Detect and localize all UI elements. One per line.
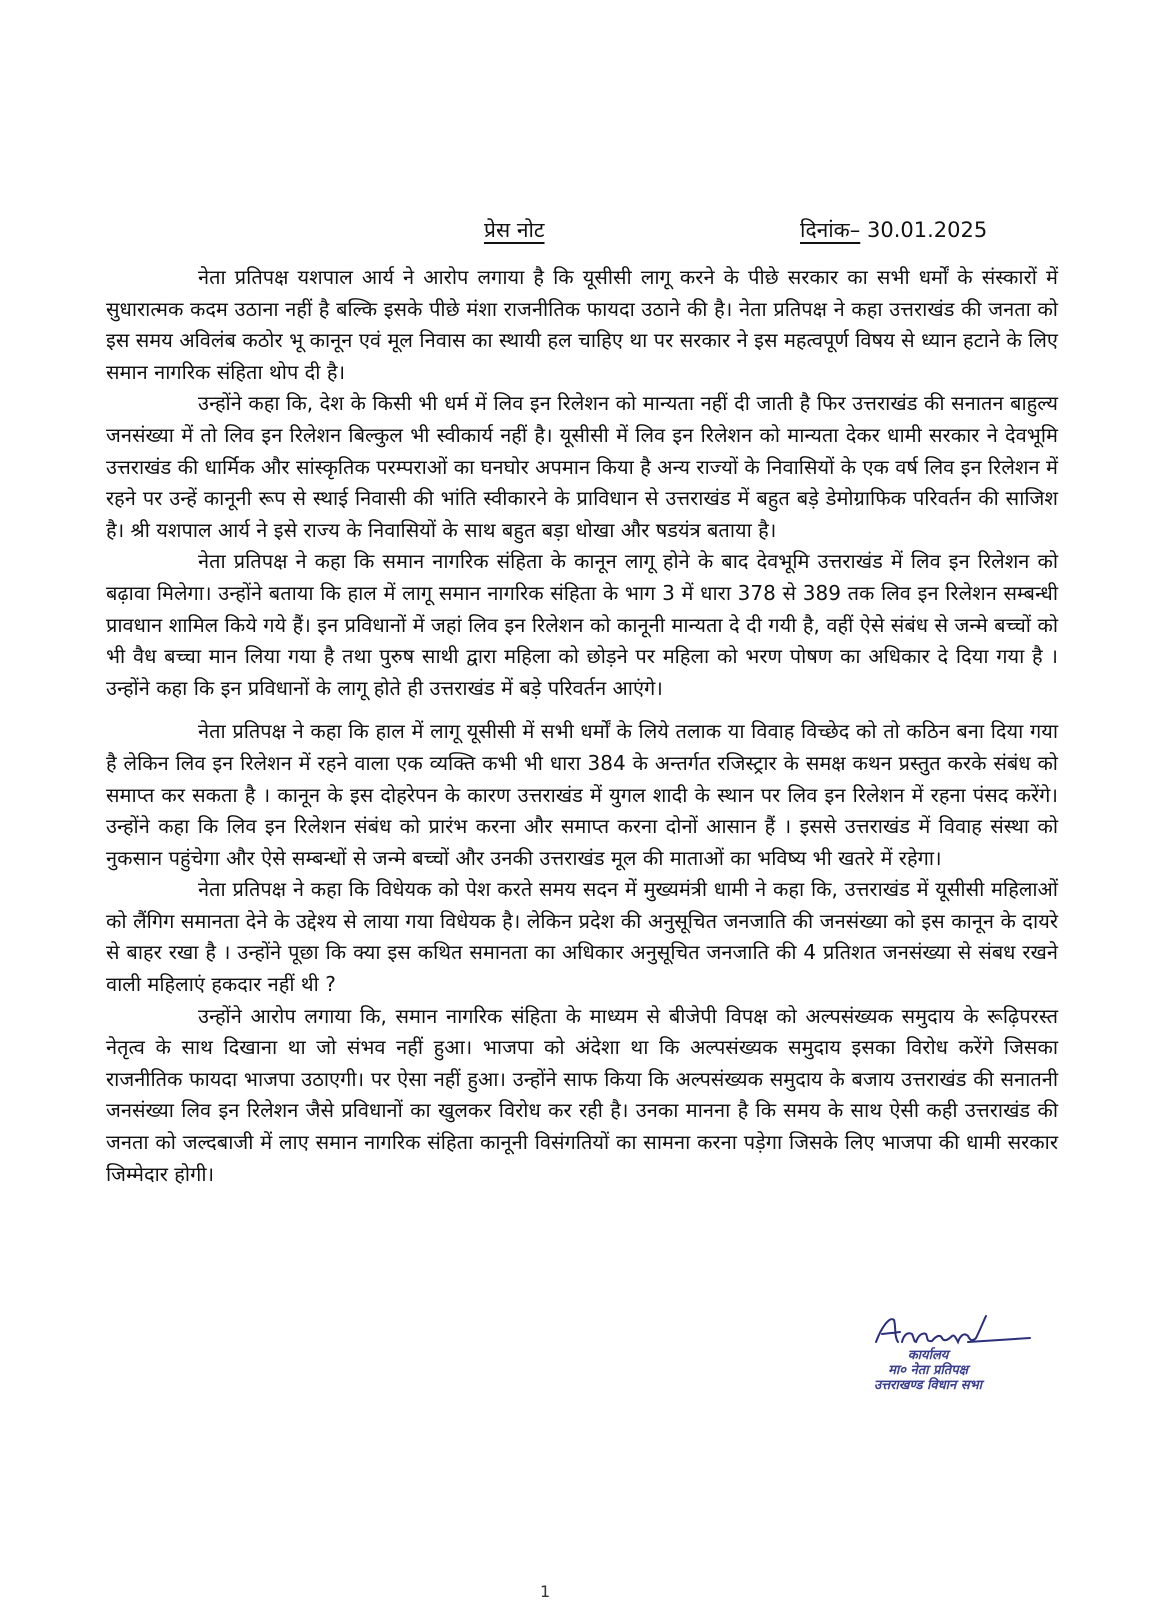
office-stamp [808, 1348, 1048, 1393]
page-number: 1 [540, 1582, 551, 1601]
paragraph-5: नेता प्रतिपक्ष ने कहा कि विधेयक को पेश करते समय सदन में मुख्यमंत्री धामी ने कहा कि, उत्तराखंड में यूसीसी महिलाओं को लैंगिग समानता देने के उद्देश्य से लाया गया विधेयक है। लेकिन प्रदेश की अनुसूचित जनजाति की जनसंख्या को इस कानून के दायरे से बाहर रखा है । उन्होंने पूछा कि क्या इस कथित समानता का अधिकार अनुसूचित जनजाति की 4 प्रतिशत जनसंख्या से संबध रखने वाली महिलाएं हकदार नहीं थी ? [106, 877, 1058, 997]
stamp-line-3: उत्तराखण्ड विधान सभा [873, 1378, 983, 1393]
signature-block [808, 1312, 1048, 1392]
document-body [106, 262, 1058, 1190]
stamp-line-2: मा० नेता प्रतिपक्ष [888, 1363, 968, 1378]
document-date [800, 216, 987, 244]
stamp-line-1: कार्यालय [907, 1348, 949, 1363]
paragraph-1: नेता प्रतिपक्ष यशपाल आर्य ने आरोप लगाया है कि यूसीसी लागू करने के पीछे सरकार का सभी धर्मों के संस्कारों में सुधारात्मक कदम उठाना नहीं है बल्कि इसके पीछे मंशा राजनीतिक फायदा उठाने की है। नेता प्रतिपक्ष ने कहा उत्तराखंड की जनता को इस समय अविलंब कठोर भू कानून एवं मूल निवास का स्थायी हल चाहिए था पर सरकार ने इस महत्वपूर्ण विषय से ध्यान हटाने के लिए समान नागरिक संहिता थोप दी है। [106, 265, 1058, 384]
paragraph-2: उन्होंने कहा कि, देश के किसी भी धर्म में लिव इन रिलेशन को मान्यता नहीं दी जाती है फिर उत्तराखंड की सनातन बाहुल्य जनसंख्या में तो लिव इन रिलेशन बिल्कुल भी स्वीकार्य नहीं है। यूसीसी में लिव इन रिलेशन को मान्यता देकर धामी सरकार ने देवभूमि उत्तराखंड की धार्मिक और सांस्कृतिक परम्पराओं का घनघोर अपमान किया है अन्य राज्यों के निवासियों के एक वर्ष लिव इन रिलेशन में रहने पर उन्हें कानूनी रूप से स्थाई निवासी की भांति स्वीकारने के प्राविधान से उत्तराखंड में बहुत बड़े डेमोग्राफिक परिवर्तन की साजिश है। श्री यशपाल आर्य ने इसे राज्य के निवासियों के साथ बहुत बड़ा धोखा और षडयंत्र बताया है। [106, 391, 1058, 542]
date-value: 30.01.2025 [867, 218, 988, 242]
document-header [0, 216, 1160, 256]
document-title: प्रेस नोट [484, 218, 545, 242]
signature-stroke [876, 1316, 1030, 1342]
date-label: दिनांक– [800, 218, 861, 242]
paragraph-4: नेता प्रतिपक्ष ने कहा कि हाल में लागू यूसीसी में सभी धर्मों के लिये तलाक या विवाह विच्छेद को तो कठिन बना दिया गया है लेकिन लिव इन रिलेशन में रहने वाला एक व्यक्ति कभी भी धारा 384 के अन्तर्गत रजिस्ट्रार के समक्ष कथन प्रस्तुत करके संबंध को समाप्त कर सकता है । कानून के इस दोहरेपन के कारण उत्तराखंड में युगल शादी के स्थान पर लिव इन रिलेशन में रहना पंसद करेंगे। उन्होंने कहा कि लिव इन रिलेशन संबंध को प्रारंभ करना और समाप्त करना दोनों आसान हैं । इससे उत्तराखंड में विवाह संस्था को नुकसान पहुंचेगा और ऐसे सम्बन्धों से जन्मे बच्चों और उनकी उत्तराखंड मूल की माताओं का भविष्य भी खतरे में रहेगा। [106, 719, 1058, 870]
paragraph-6: उन्होंने आरोप लगाया कि, समान नागरिक संहिता के माध्यम से बीजेपी विपक्ष को अल्पसंख्यक समुदाय के रूढ़िपरस्त नेतृत्व के साथ दिखाना था जो संभव नहीं हुआ। भाजपा को अंदेशा था कि अल्पसंख्यक समुदाय इसका विरोध करेंगे जिसका राजनीतिक फायदा भाजपा उठाएगी। पर ऐसा नहीं हुआ। उन्होंने साफ किया कि अल्पसंख्यक समुदाय के बजाय उत्तराखंड की सनातनी जनसंख्या लिव इन रिलेशन जैसे प्रविधानों का खुलकर विरोध कर रही है। उनका मानना है कि समय के साथ ऐसी कही उत्तराखंड की जनता को जल्दबाजी में लाए समान नागरिक संहिता कानूनी विसंगतियों का सामना करना पड़ेगा जिसके लिए भाजपा की धामी सरकार जिम्मेदार होगी। [106, 1003, 1058, 1186]
paragraph-3: नेता प्रतिपक्ष ने कहा कि समान नागरिक संहिता के कानून लागू होने के बाद देवभूमि उत्तराखंड में लिव इन रिलेशन को बढ़ावा मिलेगा। उन्होंने बताया कि हाल में लागू समान नागरिक संहिता के भाग 3 में धारा 378 से 389 तक लिव इन रिलेशन सम्बन्धी प्रावधान शामिल किये गये हैं। इन प्रविधानों में जहां लिव इन रिलेशन को कानूनी मान्यता दे दी गयी है, वहीं ऐसे संबंध से जन्मे बच्चों को भी वैध बच्चा मान लिया गया है तथा पुरुष साथी द्वारा महिला को छोड़ने पर महिला को भरण पोषण का अधिकार दे दिया गया है । उन्होंने कहा कि इन प्रविधानों के लागू होते ही उत्तराखंड में बड़े परिवर्तन आएंगे। [106, 549, 1058, 700]
handwritten-signature [868, 1312, 1038, 1352]
